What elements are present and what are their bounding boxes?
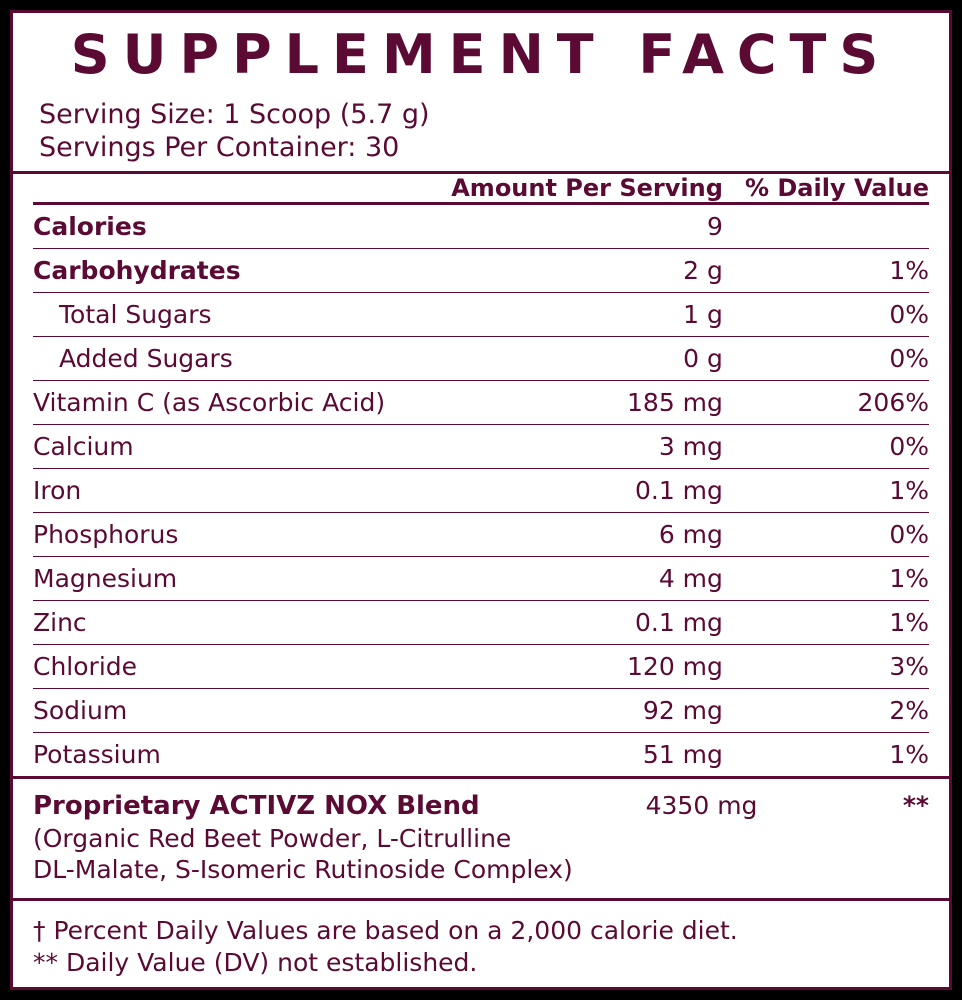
nutrient-amount: 3 mg (445, 425, 723, 469)
column-header-name (33, 174, 445, 204)
nutrient-name: Added Sugars (33, 337, 445, 381)
nutrient-amount: 1 g (445, 293, 723, 337)
table-row (33, 733, 929, 777)
table-row (33, 204, 929, 249)
table-row (33, 645, 929, 689)
nutrient-table-block (13, 174, 949, 779)
supplement-facts-panel (10, 10, 952, 990)
blend-ingredients (33, 823, 929, 886)
serving-info (35, 98, 927, 166)
nutrient-amount: 9 (445, 204, 723, 249)
nutrient-daily-value: 1% (723, 557, 929, 601)
blend-name: Proprietary ACTIVZ NOX Blend (33, 791, 480, 822)
table-row (33, 425, 929, 469)
blend-header-row (33, 791, 929, 821)
nutrient-name: Iron (33, 469, 445, 513)
nutrient-table (33, 174, 929, 776)
nutrient-daily-value: 1% (723, 249, 929, 293)
nutrient-name: Chloride (33, 645, 445, 689)
nutrient-amount: 0.1 mg (445, 469, 723, 513)
nutrient-daily-value: 2% (723, 689, 929, 733)
nutrient-name: Phosphorus (33, 513, 445, 557)
blend-ingredients-line-1: (Organic Red Beet Powder, L-Citrulline (33, 824, 512, 854)
nutrient-amount: 0.1 mg (445, 601, 723, 645)
servings-per-container: Servings Per Container: 30 (39, 132, 400, 164)
serving-size: Serving Size: 1 Scoop (5.7 g) (39, 98, 430, 130)
page-title: SUPPLEMENT FACTS (70, 23, 892, 86)
table-row (33, 469, 929, 513)
table-row (33, 293, 929, 337)
nutrient-daily-value: 3% (723, 645, 929, 689)
column-header-amount: Amount Per Serving (445, 174, 723, 204)
nutrient-name: Vitamin C (as Ascorbic Acid) (33, 381, 445, 425)
table-row (33, 381, 929, 425)
footnotes-block (13, 901, 949, 990)
nutrient-name: Calories (33, 204, 445, 249)
nutrient-name: Magnesium (33, 557, 445, 601)
nutrient-amount: 0 g (445, 337, 723, 381)
nutrient-name: Calcium (33, 425, 445, 469)
nutrient-daily-value: 0% (723, 513, 929, 557)
nutrient-name: Sodium (33, 689, 445, 733)
table-row (33, 601, 929, 645)
footnote-daily-value: † Percent Daily Values are based on a 2,000 calorie diet. (33, 915, 738, 945)
nutrient-daily-value: 0% (723, 425, 929, 469)
table-header-row (33, 174, 929, 204)
nutrient-daily-value: 1% (723, 469, 929, 513)
nutrient-name: Potassium (33, 740, 161, 770)
nutrient-daily-value: 206% (723, 381, 929, 425)
table-row (33, 249, 929, 293)
nutrient-amount: 185 mg (445, 381, 723, 425)
nutrient-daily-value: 0% (723, 337, 929, 381)
column-header-daily-value: % Daily Value (723, 174, 929, 204)
blend-daily-value: ** (902, 791, 929, 821)
nutrient-daily-value (723, 204, 929, 249)
proprietary-blend-block (13, 779, 949, 901)
nutrient-daily-value: 1% (889, 740, 929, 770)
nutrient-daily-value: 1% (723, 601, 929, 645)
title-block (13, 13, 949, 174)
nutrient-name: Zinc (33, 601, 445, 645)
footnote-dv-not-established: ** Daily Value (DV) not established. (33, 948, 478, 978)
table-row (33, 337, 929, 381)
blend-ingredients-line-2: DL-Malate, S-Isomeric Rutinoside Complex) (33, 855, 573, 885)
table-row (33, 557, 929, 601)
table-row (33, 513, 929, 557)
nutrient-daily-value: 0% (723, 293, 929, 337)
blend-amount: 4350 mg (645, 791, 758, 821)
table-row (33, 689, 929, 733)
nutrient-name: Carbohydrates (33, 249, 445, 293)
nutrient-amount: 92 mg (445, 689, 723, 733)
nutrient-name: Total Sugars (33, 293, 445, 337)
nutrient-amount: 120 mg (445, 645, 723, 689)
nutrient-amount: 51 mg (642, 740, 723, 770)
nutrient-amount: 4 mg (445, 557, 723, 601)
nutrient-amount: 2 g (445, 249, 723, 293)
nutrient-amount: 6 mg (445, 513, 723, 557)
